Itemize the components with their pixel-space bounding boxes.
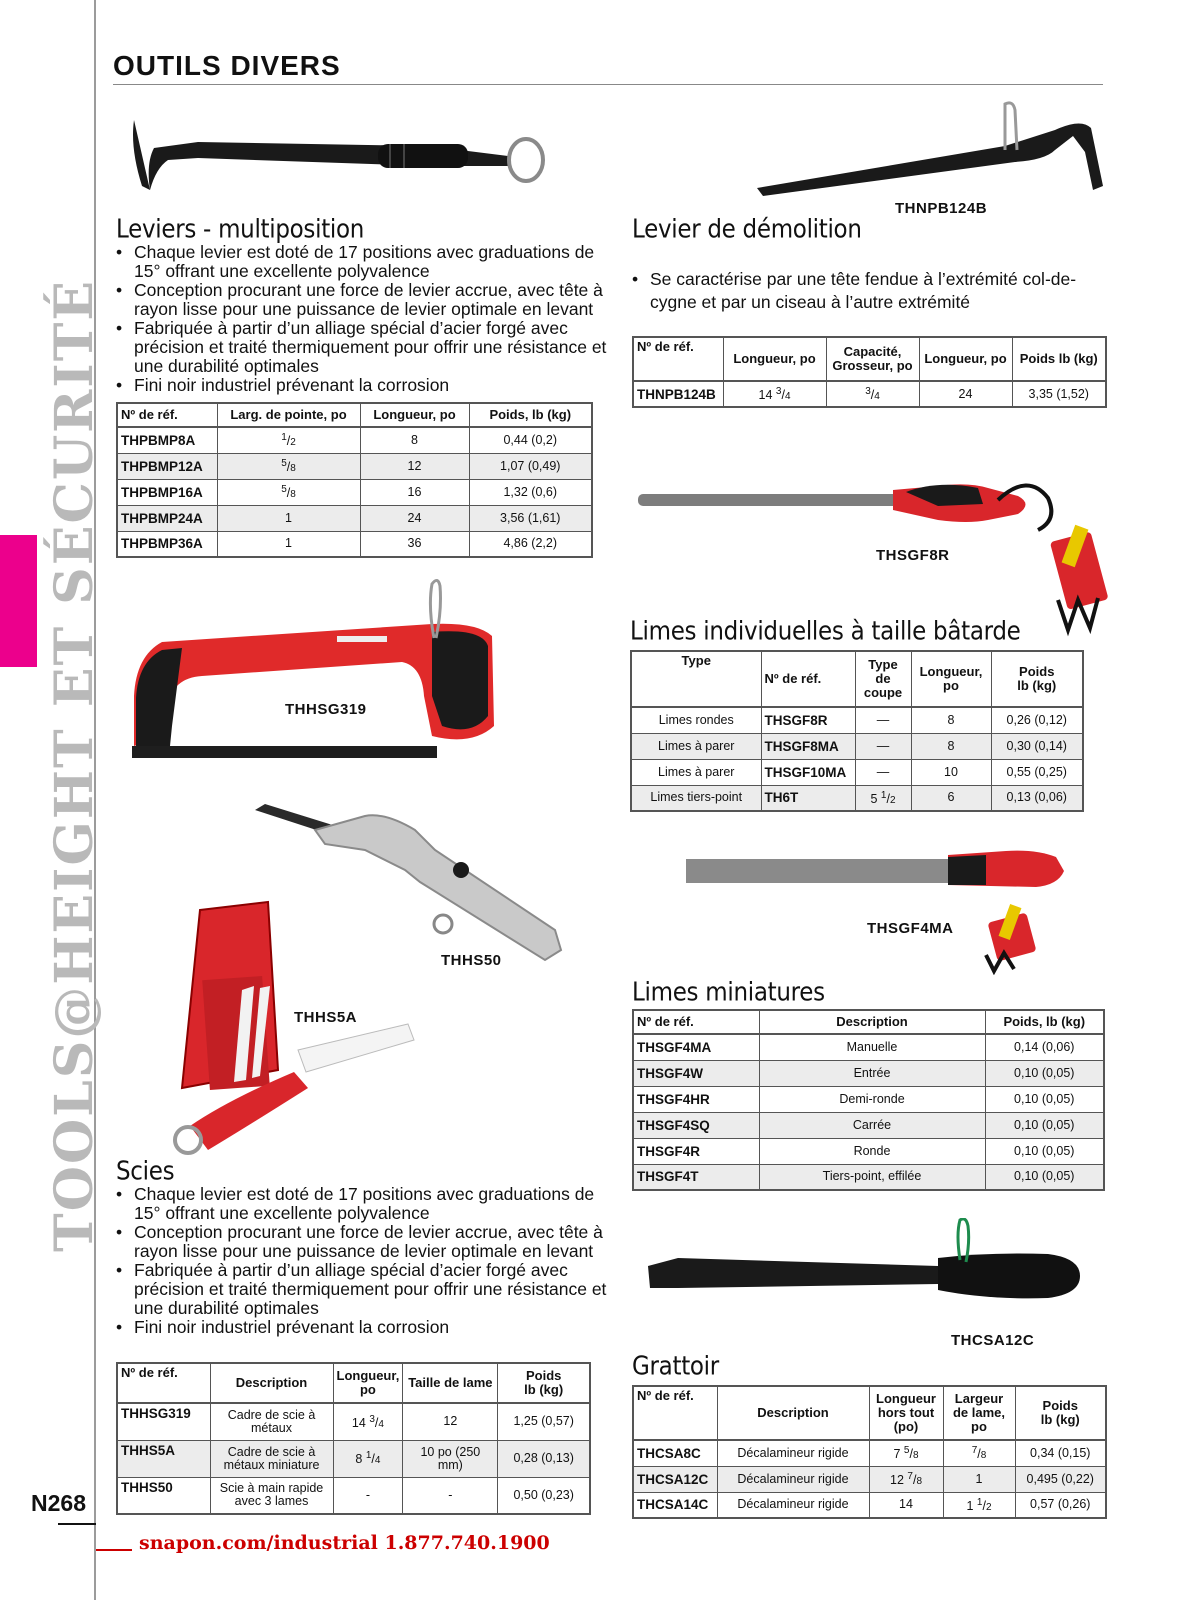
col-header: Poids lb (kg) [498,1363,590,1403]
ref-cell: THPBMP24A [117,505,217,531]
cell: 0,26 (0,12) [991,707,1083,733]
cell: 0,10 (0,05) [985,1164,1104,1190]
page-number-rule [58,1523,96,1525]
frac-cell: 8 $^1$/4 [333,1440,403,1477]
footer-rule [96,1549,132,1551]
cell: Décalamineur rigide [717,1466,869,1492]
cell: Décalamineur rigide [717,1440,869,1466]
cell: Cadre de scie à métaux [210,1403,333,1440]
col-header: Type de coupe [855,651,911,707]
grattoir-table [632,1385,1107,1519]
table-row [117,1440,590,1477]
cell: 0,28 (0,13) [498,1440,590,1477]
scies-bullets [116,1185,611,1337]
cell: 1 [217,505,360,531]
cell: Manuelle [759,1034,985,1060]
table-row [633,1492,1106,1518]
table-row [633,1164,1104,1190]
cell: 1,25 (0,57) [498,1403,590,1440]
frac-cell: 7 $^5$/8 [869,1440,943,1466]
table-row [633,381,1106,407]
scraper-label: THCSA12C [951,1332,1035,1349]
hand-file-image [686,845,1086,975]
ref-cell: THSGF4HR [633,1086,759,1112]
col-header: Longueur, po [911,651,991,707]
cell: 1 [943,1466,1015,1492]
cell: 0,10 (0,05) [985,1138,1104,1164]
cell: 8 [360,427,469,453]
cell: Limes à parer [631,759,761,785]
col-header: Nº de réf. [761,651,855,707]
col-header: Poids, lb (kg) [985,1010,1104,1034]
frac-cell: $^1$/2 [217,427,360,453]
ref-cell: THCSA8C [633,1440,717,1466]
cell: 3,56 (1,61) [469,505,592,531]
ref-cell: THSGF4SQ [633,1112,759,1138]
cell: 10 [911,759,991,785]
table-row [633,1034,1104,1060]
mini-hacksaw-label: THHS50 [441,952,502,969]
cell: 1,32 (0,6) [469,479,592,505]
side-section-title: TOOLS@HEIGHT ET SÉCURITÉ [44,278,105,1252]
col-header: Longueur, po [360,403,469,427]
pry-bar-image [128,108,548,208]
demolition-bullet: • Se caractérise par une tête fendue à l’extrémité col-de-cygne et par un ciseau à l’autre extrémité [632,268,1102,314]
col-header: Longueur, po [723,337,826,381]
frac-cell: 12 $^7$/8 [869,1466,943,1492]
cell: 0,55 (0,25) [991,759,1083,785]
frac-cell: 1 $^1$/2 [943,1492,1015,1518]
frac-cell: $^5$/8 [217,453,360,479]
col-header: Type [631,651,761,707]
scies-title: Scies [116,1157,175,1187]
cell: 0,34 (0,15) [1015,1440,1106,1466]
leviers-bullet: • Chaque levier est doté de 17 positions avec graduations de 15° offrant une excellente polyvalence [116,243,611,281]
cell: 4,86 (2,2) [469,531,592,557]
cell: Décalamineur rigide [717,1492,869,1518]
table-row [633,1440,1106,1466]
table-row [117,427,592,453]
col-header: Poids lb (kg) [991,651,1083,707]
cell: 10 po (250 mm) [403,1440,498,1477]
col-header: Nº de réf. [633,337,723,381]
ref-cell: THHSG319 [117,1403,210,1440]
limes-ind-table [630,650,1084,812]
col-header: Nº de réf. [117,1363,210,1403]
table-row [117,531,592,557]
cell: Cadre de scie à métaux miniature [210,1440,333,1477]
ref-cell: THPBMP12A [117,453,217,479]
table-row [633,1112,1104,1138]
col-header: Capacité, Grosseur, po [826,337,919,381]
col-header: Poids lb (kg) [1012,337,1106,381]
leviers-bullets [116,243,611,395]
title-rule [113,84,1103,85]
ref-cell: THSGF8MA [761,733,855,759]
col-header: Nº de réf. [633,1386,717,1440]
cell: - [403,1477,498,1514]
leviers-title: Leviers - multiposition [116,215,365,245]
cell: - [333,1477,403,1514]
table-row [117,453,592,479]
cell: 24 [360,505,469,531]
scies-bullet: • Fabriquée à partir d’un alliage spécial d’acier forgé avec précision et traité thermiquement pour offrir une résistance et une durabilité optimales [116,1261,611,1318]
cell: 0,13 (0,06) [991,785,1083,811]
limes-mini-title: Limes miniatures [632,978,825,1008]
cell: 0,44 (0,2) [469,427,592,453]
frac-cell: 14 $^3$/4 [723,381,826,407]
frac-cell: $^5$/8 [217,479,360,505]
cell: Carrée [759,1112,985,1138]
table-row [117,1403,590,1440]
grattoir-title: Grattoir [632,1352,719,1382]
ref-cell: THSGF8R [761,707,855,733]
table-row [631,733,1083,759]
limes-mini-table [632,1009,1105,1191]
table-row [631,707,1083,733]
footer-contact[interactable] [139,1532,550,1554]
cell: Entrée [759,1060,985,1086]
col-header: Longueur, po [333,1363,403,1403]
table-row [117,505,592,531]
scies-bullet: • Conception procurant une force de levier accrue, avec tête à rayon lisse pour une puissance de levier optimale en levant [116,1223,611,1261]
demolition-bullets [632,268,1102,314]
ref-cell: TH6T [761,785,855,811]
cell: Tiers-point, effilée [759,1164,985,1190]
ref-cell: THCSA14C [633,1492,717,1518]
cell: Demi-ronde [759,1086,985,1112]
cell: 6 [911,785,991,811]
cell: 0,14 (0,06) [985,1034,1104,1060]
table-row [633,1138,1104,1164]
frac-cell: $^3$/4 [826,381,919,407]
cell: 0,10 (0,05) [985,1086,1104,1112]
col-header: Poids, lb (kg) [469,403,592,427]
cell: — [855,759,911,785]
cell: 16 [360,479,469,505]
cell: 0,10 (0,05) [985,1060,1104,1086]
ref-cell: THSGF4MA [633,1034,759,1060]
hacksaw-image [132,576,512,771]
table-row [117,1477,590,1514]
ref-cell: THNPB124B [633,381,723,407]
ref-cell: THPBMP16A [117,479,217,505]
limes-ind-title: Limes individuelles à taille bâtarde [630,617,1021,647]
cell: 0,50 (0,23) [498,1477,590,1514]
cell: 0,10 (0,05) [985,1112,1104,1138]
cell: 36 [360,531,469,557]
frac-cell: 14 $^3$/4 [333,1403,403,1440]
scies-bullet: • Chaque levier est doté de 17 positions avec graduations de 15° offrant une excellente polyvalence [116,1185,611,1223]
col-header: Description [210,1363,333,1403]
cell: Limes tiers-point [631,785,761,811]
scies-bullet: • Fini noir industriel prévenant la corrosion [116,1318,611,1337]
table-row [117,479,592,505]
col-header: Poids lb (kg) [1015,1386,1106,1440]
cell: 12 [403,1403,498,1440]
hacksaw-label: THHSG319 [285,701,367,718]
col-header: Larg. de pointe, po [217,403,360,427]
table-row [633,1466,1106,1492]
cell: 0,495 (0,22) [1015,1466,1106,1492]
cell: 3,35 (1,52) [1012,381,1106,407]
frac-cell: $^7$/8 [943,1440,1015,1466]
leviers-bullet: • Conception procurant une force de levier accrue, avec tête à rayon lisse pour une puissance de levier optimale en levant [116,281,611,319]
col-header: Description [717,1386,869,1440]
demolition-table [632,336,1107,408]
cell: Limes rondes [631,707,761,733]
cell: — [855,707,911,733]
cell: 0,57 (0,26) [1015,1492,1106,1518]
ref-cell: THSGF4T [633,1164,759,1190]
table-row [631,785,1083,811]
col-header: Longueur, po [919,337,1012,381]
ref-cell: THSGF4R [633,1138,759,1164]
cell: Scie à main rapide avec 3 lames [210,1477,333,1514]
footer-url[interactable]: snapon.com/industrial 1.877.740.1900 [139,1532,550,1554]
cell: 1 [217,531,360,557]
demolition-bar-image [755,100,1105,210]
ref-cell: THCSA12C [633,1466,717,1492]
cell: 8 [911,733,991,759]
cell: 8 [911,707,991,733]
hand-file-label: THSGF4MA [867,920,954,937]
col-header: Nº de réf. [633,1010,759,1034]
leviers-bullet: • Fabriquée à partir d’un alliage spécial d’acier forgé avec précision et traité thermiquement pour offrir une résistance et une durabilité optimales [116,319,611,376]
table-row [631,759,1083,785]
col-header: Description [759,1010,985,1034]
hand-saw-pouch-image [168,900,428,1160]
leviers-bullet: • Fini noir industriel prévenant la corrosion [116,376,611,395]
ref-cell: THHS50 [117,1477,210,1514]
ref-cell: THSGF10MA [761,759,855,785]
scies-table [116,1362,591,1515]
col-header: Longueur hors tout (po) [869,1386,943,1440]
col-header: Taille de lame [403,1363,498,1403]
cell: Ronde [759,1138,985,1164]
demolition-title: Levier de démolition [632,215,862,245]
cell: Limes à parer [631,733,761,759]
cell: 12 [360,453,469,479]
ref-cell: THPBMP8A [117,427,217,453]
frac-cell: 5 $^1$/2 [855,785,911,811]
col-header: Nº de réf. [117,403,217,427]
ref-cell: THPBMP36A [117,531,217,557]
page-title: OUTILS DIVERS [113,50,341,81]
cell: 0,30 (0,14) [991,733,1083,759]
cell: 14 [869,1492,943,1518]
section-tab-marker [0,535,37,667]
round-file-label: THSGF8R [876,547,950,564]
table-row [633,1086,1104,1112]
table-row [633,1060,1104,1086]
scraper-image [648,1218,1088,1318]
page-number: N268 [31,1490,86,1516]
cell: — [855,733,911,759]
leviers-table [116,402,593,558]
hand-saw-label: THHS5A [294,1009,358,1026]
ref-cell: THHS5A [117,1440,210,1477]
cell: 1,07 (0,49) [469,453,592,479]
demolition-label: THNPB124B [895,200,988,217]
cell: 24 [919,381,1012,407]
col-header: Largeur de lame, po [943,1386,1015,1440]
ref-cell: THSGF4W [633,1060,759,1086]
